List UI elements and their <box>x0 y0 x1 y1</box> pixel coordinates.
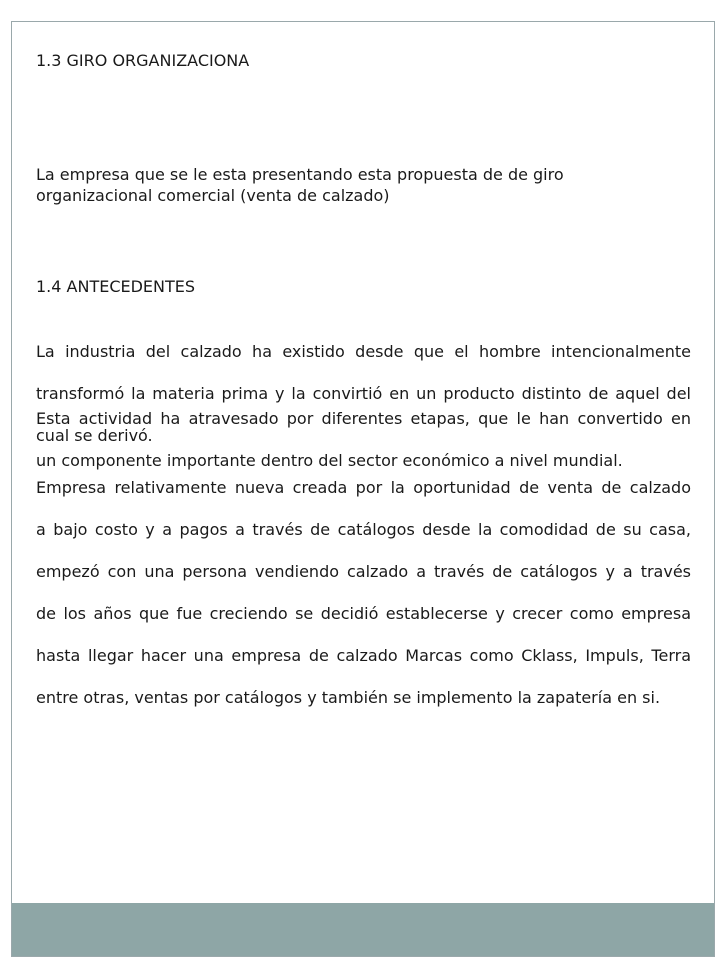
paragraph-line: Esta actividad ha atravesado por diferentes etapas, que le han convertido en <box>36 409 691 428</box>
antecedentes-paragraph-3 <box>36 456 691 729</box>
giro-paragraph: La empresa que se le esta presentando esta propuesta de de giro organizacional comercial (venta de calzado) <box>36 165 564 205</box>
section-heading-giro: 1.3 GIRO ORGANIZACIONA <box>36 51 250 70</box>
paragraph-line: Empresa relativamente nueva creada por la oportunidad de venta de calzado <box>36 478 691 497</box>
paragraph-line: empezó con una persona vendiendo calzado a través de catálogos y a través <box>36 562 691 581</box>
paragraph-line: de los años que fue creciendo se decidió establecerse y crecer como empresa <box>36 604 691 623</box>
paragraph-line: un componente importante dentro del sector económico a nivel mundial. <box>36 451 623 470</box>
paragraph-line: entre otras, ventas por catálogos y también se implemento la zapatería en si. <box>36 688 661 707</box>
paragraph-line: La industria del calzado ha existido desde que el hombre intencionalmente <box>36 342 691 361</box>
section-heading-antecedentes: 1.4 ANTECEDENTES <box>36 277 196 296</box>
paragraph-line: transformó la materia prima y la convirtió en un producto distinto de aquel del <box>36 384 691 403</box>
paragraph-line: a bajo costo y a pagos a través de catálogos desde la comodidad de su casa, <box>36 520 691 539</box>
paragraph-line: hasta llegar hacer una empresa de calzado Marcas como Cklass, Impuls, Terra <box>36 646 691 665</box>
footer-bar <box>12 903 714 956</box>
paragraph-line: cual se derivó. <box>36 426 153 445</box>
